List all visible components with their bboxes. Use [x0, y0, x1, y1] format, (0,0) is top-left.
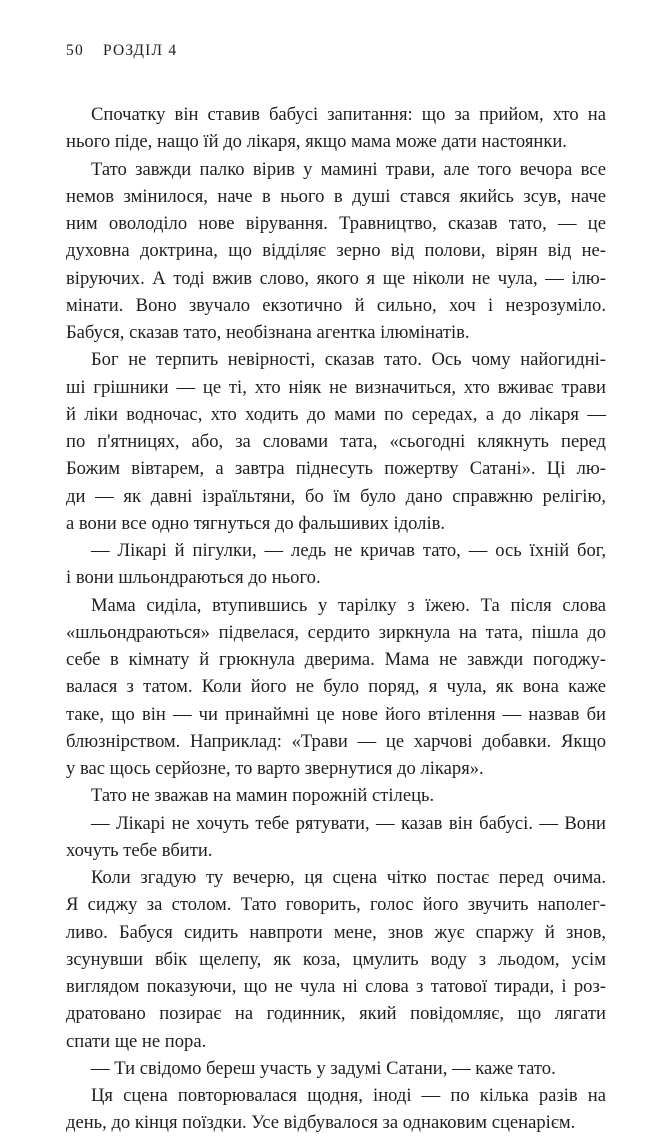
text-line: «шльондраються» підвелася, сердито зиркнула на тата, пішла до [66, 621, 606, 643]
text-line: Я сиджу за столом. Тато говорить, голос його звучить наполег- [66, 894, 606, 916]
text-line: Ця сцена повторювалася щодня, іноді — по кілька разів на [91, 1085, 606, 1106]
text-line: блюзнірством. Наприклад: «Трави — це харчові добавки. Якщо [66, 730, 606, 752]
text-line: немов змінилося, наче в нього в душі стався якийсь зсув, наче [66, 185, 606, 207]
text-line: духовна доктрина, що відділяє зерно від полови, вірян від не- [66, 240, 606, 262]
text-line: — Лікарі й пігулки, — ледь не кричав тато, — ось їхній бог, [91, 540, 606, 561]
text-line: дратовано позирає на годинник, який повідомляє, що лягати [66, 1003, 606, 1025]
text-line: себе в кімнату й грюкнула дверима. Мама не завжди погоджу- [66, 649, 606, 670]
text-line: зсунувши вбік щелепу, як коза, цмулить воду з льодом, усім [66, 948, 606, 970]
text-line: і вони шльондраються до нього. [66, 567, 321, 589]
text-line: Божим вівтарем, а завтра піднесуть пожертву Сатані». Ці лю- [66, 458, 606, 480]
text-line: Тато не зважав на мамин порожній стілець. [91, 785, 435, 807]
text-line: по п'ятницях, або, за словами тата, «сьогодні клякнуть перед [66, 431, 606, 452]
text-line: Бог не терпить невірності, сказав тато. Ось чому найогидні- [91, 349, 606, 371]
running-header [66, 42, 177, 60]
text-line: а вони все одно тягнуться до фальшивих ідолів. [66, 512, 446, 534]
text-line: Коли згадую ту вечерю, ця сцена чітко постає перед очима. [91, 867, 606, 888]
text-line: ші грішники — це ті, хто ніяк не визначиться, хто вживає трави [66, 376, 606, 398]
text-line: виглядом показуючи, що не чула ні слова з татової тиради, і роз- [66, 976, 606, 997]
text-line: день, до кінця поїздки. Усе відбувалося за однаковим сценарієм. [66, 1112, 576, 1134]
text-line: — Лікарі не хочуть тебе рятувати, — казав він бабусі. — Вони [91, 812, 606, 834]
chapter-title: РОЗДІЛ 4 [102, 42, 178, 59]
body-text [66, 101, 606, 1137]
text-line: таке, що він — чи принаймні це нове його втілення — назвав би [66, 703, 606, 725]
text-line: ним оволоділо нове вірування. Травництво, сказав тато, — це [66, 213, 606, 234]
text-line: ливо. Бабуся сидить навпроти мене, знов жує спаржу й знов, [66, 921, 606, 943]
text-line: валася з татом. Коли його не було поряд, я чула, як вона каже [66, 676, 606, 698]
page-number: 50 [66, 42, 84, 59]
text-line: Бабуся, сказав тато, необізнана агентка ілюмінатів. [66, 322, 470, 343]
text-line: Мама сиділа, втупившись у тарілку з їжею. Та після слова [91, 594, 606, 616]
text-line: нього піде, нащо їй до лікаря, якщо мама може дати настоянки. [66, 131, 567, 153]
text-line: віруючих. А тоді вжив слово, якого я ще ніколи не чула, — ілю- [66, 267, 606, 289]
text-line: Спочатку він ставив бабусі запитання: що за прийом, хто на [91, 104, 606, 125]
text-line: у вас щось серйозне, то варто звернутися до лікаря». [66, 758, 484, 779]
text-line: — Ти свідомо береш участь у задумі Сатани, — каже тато. [91, 1057, 556, 1079]
text-line: хочуть тебе вбити. [66, 839, 213, 861]
text-line: Тато завжди палко вірив у мамині трави, але того вечора все [91, 158, 606, 180]
text-line: мінати. Воно звучало екзотично й сильно, хоч і незрозуміло. [66, 294, 606, 316]
text-line: спати ще не пора. [66, 1030, 207, 1052]
text-line: ди — як давні ізраїльтяни, бо їм було дано справжню релігію, [66, 485, 606, 507]
text-line: й ліки водночас, хто ходить до мами по середах, а до лікаря — [66, 403, 606, 425]
